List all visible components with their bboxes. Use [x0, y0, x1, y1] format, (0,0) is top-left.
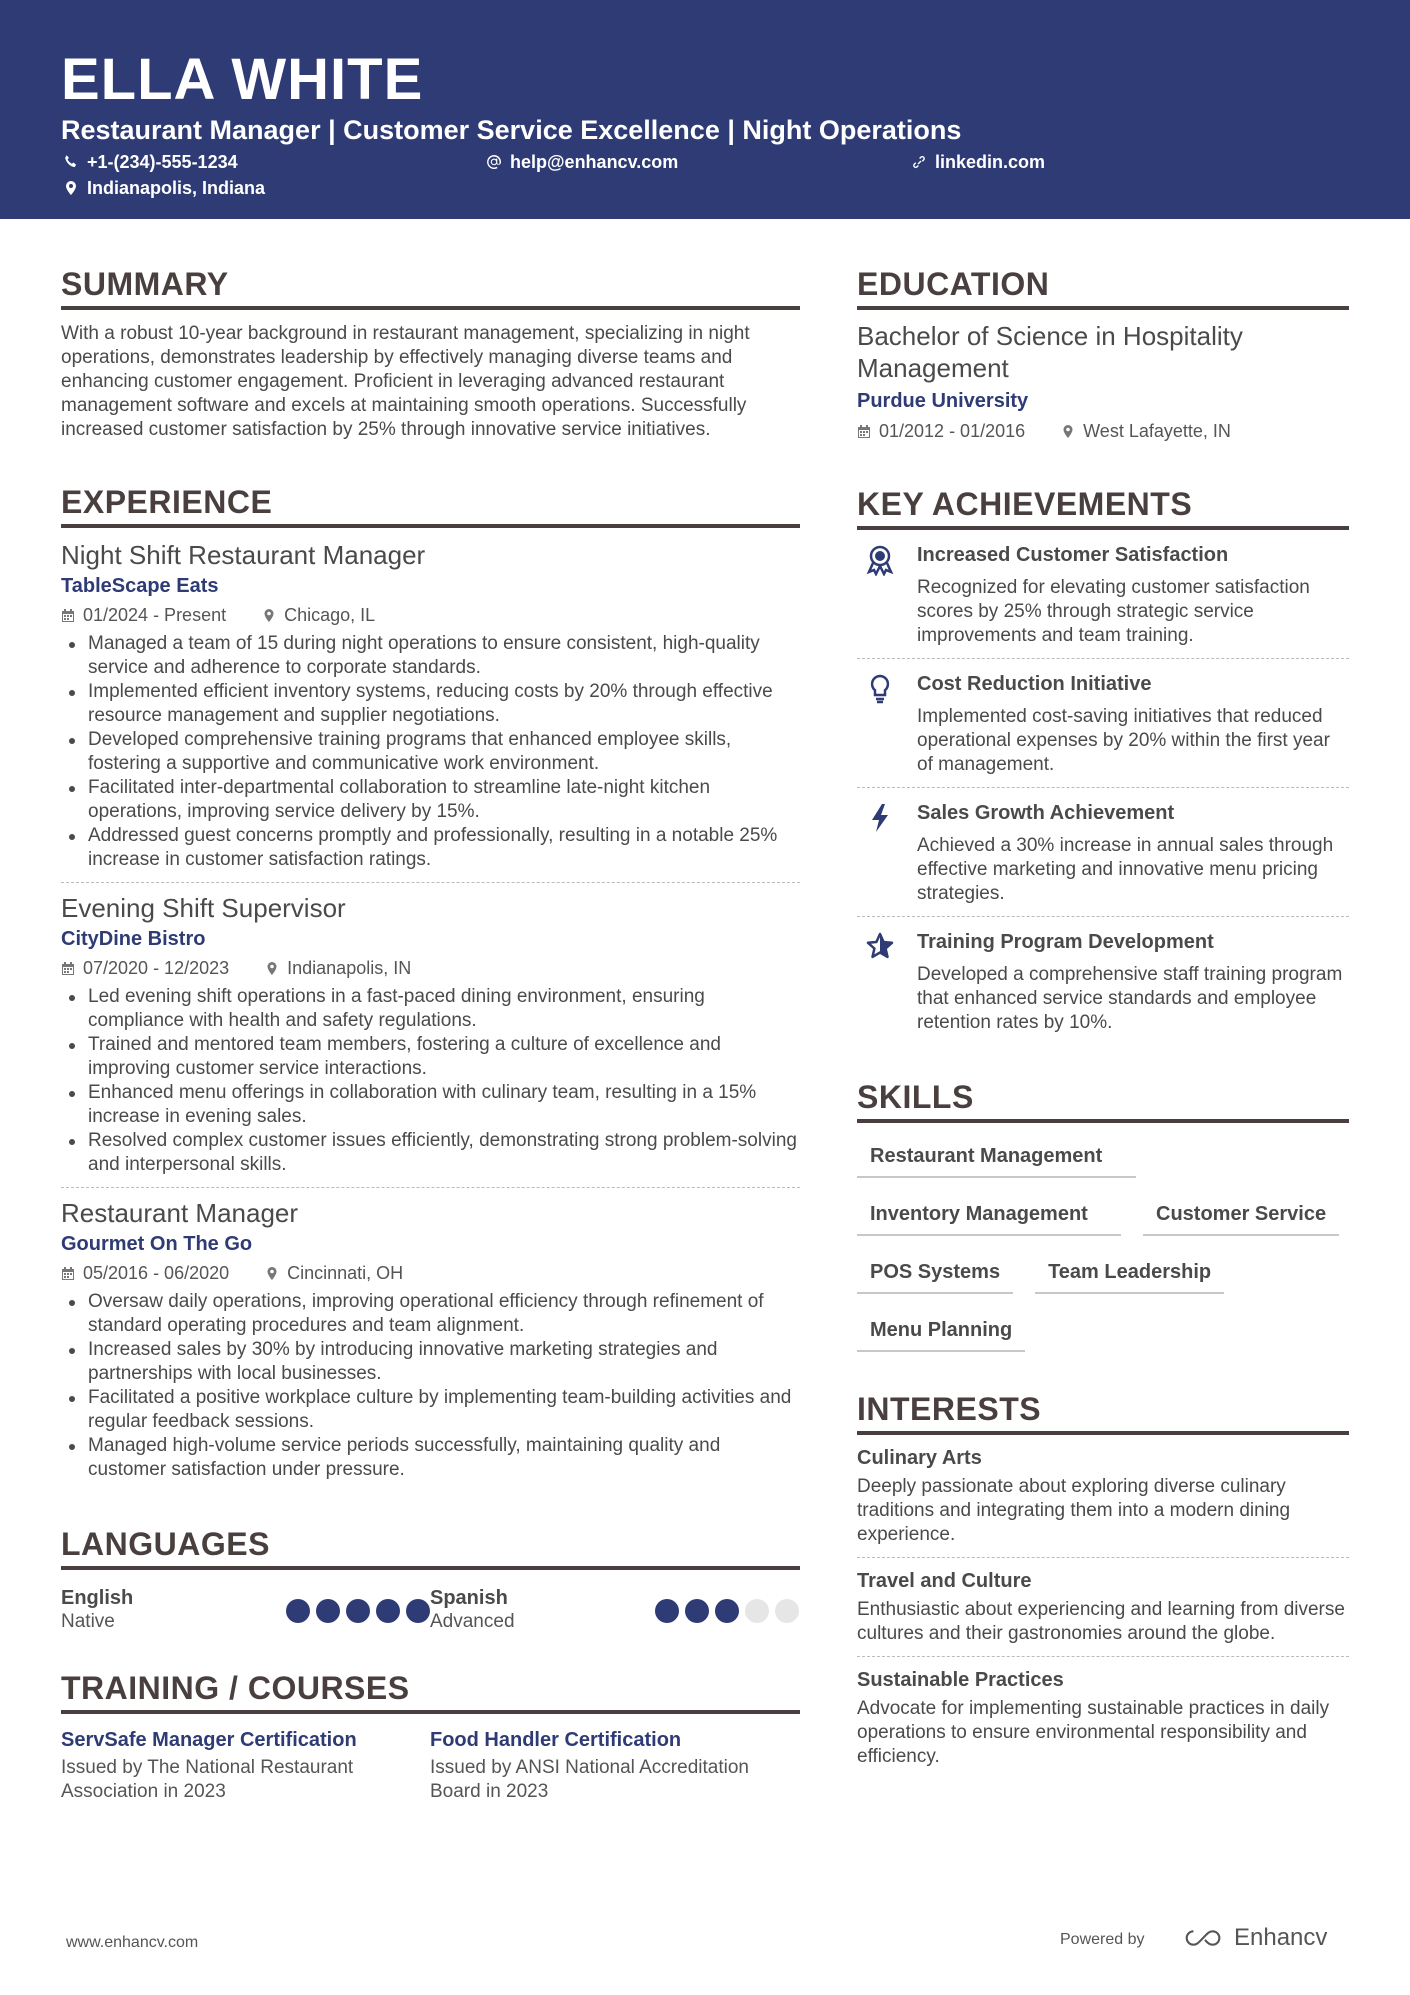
phone-text: +1-(234)-555-1234 — [87, 152, 238, 172]
interests-heading: INTERESTS — [857, 1387, 1349, 1435]
achievement-item — [857, 917, 1349, 1045]
achievements-heading: KEY ACHIEVEMENTS — [857, 482, 1349, 530]
language-level: Native — [61, 1611, 115, 1632]
contact-email[interactable] — [486, 150, 678, 174]
job-dates: 01/2024 - Present — [83, 605, 227, 625]
star-icon — [865, 931, 895, 963]
rating-dot-filled — [286, 1599, 310, 1623]
job-bullet: Increased sales by 30% by introducing innovative marketing strategies and partnerships with local businesses. — [61, 1338, 800, 1386]
resume-header — [0, 0, 1410, 219]
language-name: Spanish — [430, 1587, 508, 1609]
company-name: TableScape Eats — [61, 575, 219, 597]
phone-icon — [63, 154, 79, 170]
job-bullet: Facilitated inter-departmental collaboration to streamline late-night kitchen operations, improving service delivery by 15%. — [61, 776, 800, 824]
location-pin-icon — [265, 961, 279, 976]
rating-dot-filled — [655, 1599, 679, 1623]
interest-title: Sustainable Practices — [857, 1669, 1064, 1691]
divider — [61, 1187, 800, 1188]
education-meta — [857, 418, 1349, 444]
interest-description: Deeply passionate about exploring diverse culinary traditions and integrating them into a modern dining experience. — [857, 1476, 1291, 1545]
languages-list — [61, 1586, 800, 1638]
job-bullets — [61, 985, 800, 1177]
footer-website-link[interactable]: www.enhancv.com — [66, 1934, 199, 1951]
achievement-title: Increased Customer Satisfaction — [917, 544, 1229, 566]
rating-dot-filled — [685, 1599, 709, 1623]
job-bullet: Facilitated a positive workplace culture by implementing team-building activities and regular feedback sessions. — [61, 1386, 800, 1434]
location-text: Indianapolis, Indiana — [87, 178, 266, 198]
candidate-headline: Restaurant Manager | Customer Service Excellence | Night Operations — [61, 115, 962, 145]
job-location: Chicago, IL — [284, 605, 376, 625]
rating-dot-filled — [316, 1599, 340, 1623]
job-bullet: Led evening shift operations in a fast-paced dining environment, ensuring compliance with health and safety regulations. — [61, 985, 800, 1033]
job-location: Cincinnati, OH — [287, 1263, 404, 1283]
languages-heading: LANGUAGES — [61, 1522, 800, 1570]
award-ribbon-icon — [865, 544, 895, 576]
job-title: Night Shift Restaurant Manager — [61, 540, 426, 570]
lightbulb-icon — [865, 673, 895, 705]
calendar-icon — [61, 1266, 75, 1281]
interest-item — [857, 1657, 1349, 1779]
lightning-bolt-icon — [865, 802, 895, 834]
achievement-description: Developed a comprehensive staff training program that enhanced service standards and employee retention rates by 10%. — [917, 964, 1343, 1033]
job-bullet: Managed a team of 15 during night operations to ensure consistent, high-quality service and adherence to corporate standards. — [61, 632, 800, 680]
location-pin-icon — [63, 180, 79, 196]
link-icon — [911, 154, 927, 170]
experience-entry — [61, 538, 800, 872]
job-bullet: Addressed guest concerns promptly and professionally, resulting in a notable 25% increase in customer satisfaction ratings. — [61, 824, 800, 872]
job-location: Indianapolis, IN — [287, 958, 412, 978]
job-bullets — [61, 1290, 800, 1482]
linkedin-text: linkedin.com — [935, 152, 1046, 172]
contact-location — [63, 176, 265, 200]
email-text: help@enhancv.com — [510, 152, 679, 172]
job-bullet: Resolved complex customer issues efficiently, demonstrating strong problem-solving and interpersonal skills. — [61, 1129, 800, 1177]
achievement-description: Achieved a 30% increase in annual sales through effective marketing and innovative menu pricing strategies. — [917, 835, 1334, 904]
experience-entry — [61, 891, 800, 1177]
interest-title: Culinary Arts — [857, 1447, 982, 1469]
job-dates: 07/2020 - 12/2023 — [83, 958, 230, 978]
course-description: Issued by The National Restaurant Association in 2023 — [61, 1757, 354, 1802]
achievement-item — [857, 788, 1349, 916]
rating-dot-filled — [346, 1599, 370, 1623]
achievement-title: Training Program Development — [917, 931, 1214, 953]
candidate-name: ELLA WHITE — [61, 47, 424, 112]
language-name: English — [61, 1587, 134, 1609]
experience-heading: EXPERIENCE — [61, 480, 800, 528]
job-bullet: Developed comprehensive training programs that enhanced employee skills, fostering a supportive and communicative work environment. — [61, 728, 800, 776]
job-dates: 05/2016 - 06/2020 — [83, 1263, 230, 1283]
skill-tag: POS Systems — [857, 1251, 1013, 1294]
location-pin-icon — [262, 608, 276, 623]
skills-list — [857, 1135, 1349, 1367]
job-meta — [61, 1260, 800, 1286]
right-column — [857, 262, 1349, 1779]
job-bullet: Implemented efficient inventory systems, reducing costs by 20% through effective resource management and supplier negotiations. — [61, 680, 800, 728]
calendar-icon — [61, 961, 75, 976]
interest-item — [857, 1558, 1349, 1656]
left-column — [61, 262, 800, 1804]
course-name: ServSafe Manager Certification — [61, 1729, 357, 1751]
degree-title: Bachelor of Science in Hospitality Management — [857, 321, 1243, 383]
interest-description: Enthusiastic about experiencing and learning from diverse cultures and their gastronomies around the globe. — [857, 1599, 1345, 1644]
job-meta — [61, 602, 800, 628]
rating-dot-filled — [715, 1599, 739, 1623]
achievement-description: Recognized for elevating customer satisfaction scores by 25% through strategic service improvements and team training. — [917, 577, 1310, 646]
language-rating — [286, 1599, 430, 1623]
skill-tag: Customer Service — [1143, 1193, 1339, 1236]
job-title: Evening Shift Supervisor — [61, 893, 346, 923]
calendar-icon — [61, 608, 75, 623]
job-bullet: Managed high-volume service periods successfully, maintaining quality and customer satisfaction under pressure. — [61, 1434, 800, 1482]
language-item — [61, 1586, 430, 1638]
job-bullet: Trained and mentored team members, fostering a culture of excellence and improving customer service interactions. — [61, 1033, 800, 1081]
courses-list — [61, 1726, 800, 1804]
course-description: Issued by ANSI National Accreditation Board in 2023 — [430, 1757, 749, 1802]
company-name: CityDine Bistro — [61, 928, 206, 950]
contact-linkedin[interactable] — [911, 150, 1045, 174]
achievement-description: Implemented cost-saving initiatives that reduced operational expenses by 20% within the first year of management. — [917, 706, 1330, 775]
job-meta — [61, 955, 800, 981]
skill-tag: Inventory Management — [857, 1193, 1121, 1236]
course-item — [430, 1726, 799, 1804]
divider — [61, 882, 800, 883]
skill-tag: Restaurant Management — [857, 1135, 1136, 1178]
skill-tag: Menu Planning — [857, 1309, 1025, 1352]
course-name: Food Handler Certification — [430, 1729, 682, 1751]
language-item — [430, 1586, 799, 1638]
enhancv-logo[interactable] — [1180, 1924, 1327, 1952]
skills-heading: SKILLS — [857, 1075, 1349, 1123]
language-level: Advanced — [430, 1611, 515, 1632]
summary-heading: SUMMARY — [61, 262, 800, 310]
language-rating — [655, 1599, 799, 1623]
job-bullet: Oversaw daily operations, improving operational efficiency through refinement of standard operating procedures and team alignment. — [61, 1290, 800, 1338]
enhancv-wordmark: Enhancv — [1234, 1924, 1328, 1951]
company-name: Gourmet On The Go — [61, 1233, 253, 1255]
achievement-item — [857, 530, 1349, 658]
education-location: West Lafayette, IN — [1083, 421, 1231, 441]
job-bullet: Enhanced menu offerings in collaboration with culinary team, resulting in a 15% increase in evening sales. — [61, 1081, 800, 1129]
skill-tag: Team Leadership — [1035, 1251, 1224, 1294]
summary-text: With a robust 10-year background in restaurant management, specializing in night operations, demonstrates leadership by effectively managing diverse teams and enhancing customer engagement. Proficient in leveraging advanced restaurant management software and excels at maintaining smooth operations. Successfully increased customer satisfaction by 25% through innovative service initiatives. — [61, 323, 750, 440]
training-heading: TRAINING / COURSES — [61, 1666, 800, 1714]
education-heading: EDUCATION — [857, 262, 1349, 310]
location-pin-icon — [265, 1266, 279, 1281]
at-sign-icon — [486, 154, 502, 170]
rating-dot-filled — [376, 1599, 400, 1623]
education-dates: 01/2012 - 01/2016 — [879, 421, 1026, 441]
job-bullets — [61, 632, 800, 872]
job-title: Restaurant Manager — [61, 1198, 299, 1228]
contact-phone[interactable] — [63, 150, 238, 174]
achievement-title: Cost Reduction Initiative — [917, 673, 1152, 695]
course-item — [61, 1726, 430, 1804]
location-pin-icon — [1061, 424, 1075, 439]
rating-dot-empty — [775, 1599, 799, 1623]
interest-description: Advocate for implementing sustainable practices in daily operations to ensure environmental responsibility and efficiency. — [857, 1698, 1330, 1767]
rating-dot-filled — [406, 1599, 430, 1623]
interest-item — [857, 1435, 1349, 1557]
experience-entry — [61, 1196, 800, 1482]
enhancv-logo-icon — [1180, 1926, 1228, 1950]
achievement-item — [857, 659, 1349, 787]
interest-title: Travel and Culture — [857, 1570, 1032, 1592]
rating-dot-empty — [745, 1599, 769, 1623]
powered-by-label: Powered by — [1060, 1931, 1145, 1948]
calendar-icon — [857, 424, 871, 439]
school-name: Purdue University — [857, 390, 1029, 412]
achievement-title: Sales Growth Achievement — [917, 802, 1175, 824]
